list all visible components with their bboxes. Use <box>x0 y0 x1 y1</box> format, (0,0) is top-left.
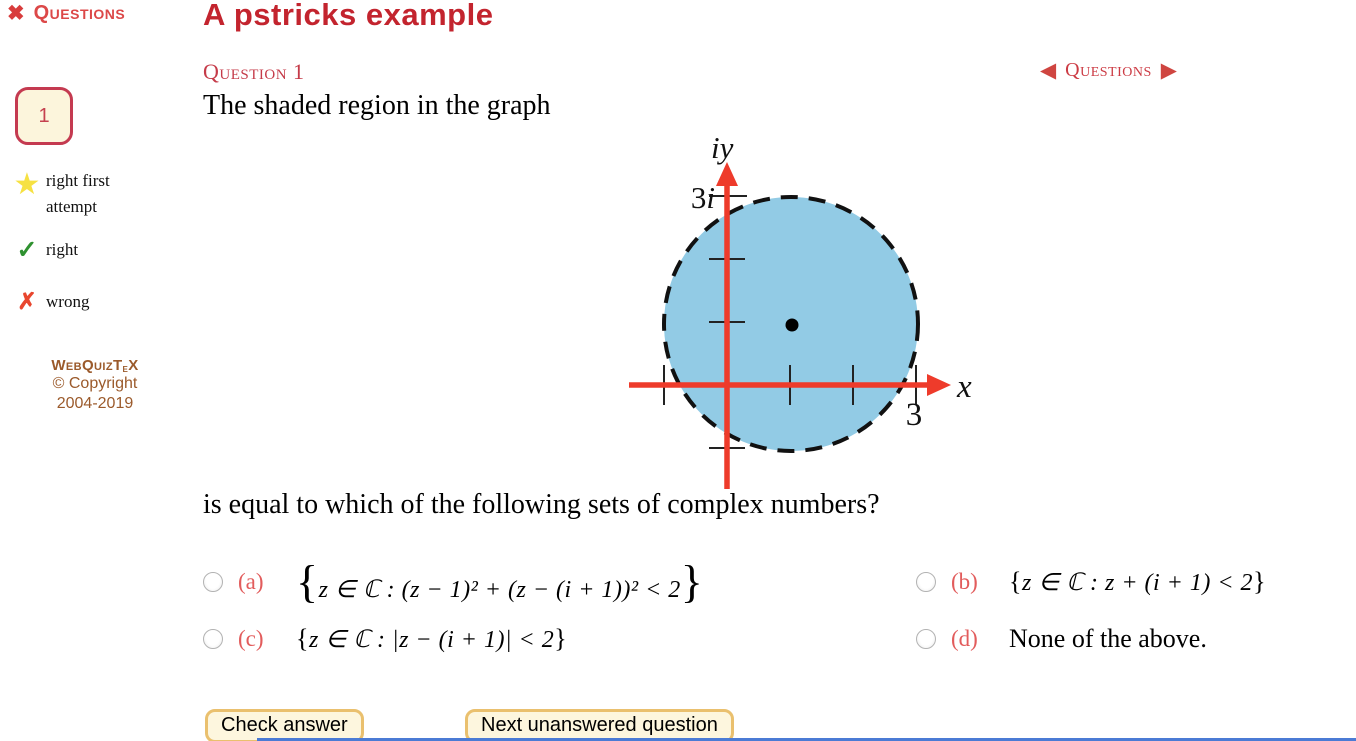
cross-icon: ✗ <box>17 288 37 314</box>
option-a <box>203 550 916 614</box>
legend-label: wrong <box>46 291 90 311</box>
check-answer-button[interactable]: Check answer <box>205 709 364 741</box>
option-c-radio[interactable] <box>203 629 223 649</box>
question-label: Question 1 <box>203 59 305 84</box>
nav-questions-label[interactable]: Questions <box>1065 59 1152 81</box>
complex-plane-graph <box>615 122 985 490</box>
star-icon: ★ <box>13 168 41 201</box>
option-b-radio[interactable] <box>916 572 936 592</box>
option-b-key: (b) <box>951 569 978 594</box>
legend-label: right <box>46 240 79 259</box>
legend-item-wrong <box>8 289 186 315</box>
question-number-box[interactable] <box>15 87 73 145</box>
question-outro-text: is equal to which of the following sets of complex numbers? <box>203 489 880 520</box>
answer-options <box>203 550 1356 654</box>
prev-question-icon[interactable]: ◀ <box>1040 58 1057 82</box>
legend-label: right first attempt <box>46 171 110 216</box>
option-a-key: (a) <box>238 569 264 594</box>
y-axis-arrowhead <box>716 162 738 186</box>
option-b-math: {z ∈ ℂ : z + (i + 1) < 2} <box>1009 567 1267 596</box>
copyright-years: 2004-2019 <box>56 395 134 412</box>
next-question-icon[interactable]: ▶ <box>1160 58 1177 82</box>
question-nav <box>1040 59 1177 82</box>
option-d-key: (d) <box>951 626 978 651</box>
question-number: 1 <box>38 104 50 127</box>
option-b <box>916 567 1356 597</box>
y-tick-label: 3i <box>690 180 715 215</box>
check-icon: ✓ <box>16 237 38 264</box>
questions-home-link[interactable] <box>7 2 125 25</box>
option-c-key: (c) <box>238 626 264 651</box>
close-icon[interactable]: ✖ <box>7 2 25 25</box>
x-axis-label: x <box>957 369 972 405</box>
questions-link-label[interactable]: Questions <box>33 2 126 24</box>
webquiztex-logo: WebQuizTeX <box>51 357 139 375</box>
copyright-line: © Copyright <box>52 375 138 392</box>
y-axis-label: iy <box>711 130 734 165</box>
legend <box>8 168 186 332</box>
legend-item-right-first <box>8 168 186 219</box>
circle-center-dot <box>786 319 799 332</box>
x-axis-arrowhead <box>927 374 951 396</box>
question-intro-text: The shaded region in the graph <box>203 90 551 121</box>
next-unanswered-button[interactable]: Next unanswered question <box>465 709 734 741</box>
option-d-radio[interactable] <box>916 629 936 649</box>
option-d-text: None of the above. <box>1009 624 1207 653</box>
option-c <box>203 624 916 654</box>
option-a-math: {z ∈ ℂ : (z − 1)² + (z − (i + 1))² < 2} <box>296 556 704 607</box>
page-title: A pstricks example <box>203 0 494 32</box>
webquiztex-copyright <box>10 357 180 414</box>
legend-item-right <box>8 237 186 265</box>
option-d <box>916 624 1356 654</box>
option-a-radio[interactable] <box>203 572 223 592</box>
option-c-math: {z ∈ ℂ : |z − (i + 1)| < 2} <box>296 624 568 653</box>
x-tick-label: 3 <box>905 397 923 433</box>
